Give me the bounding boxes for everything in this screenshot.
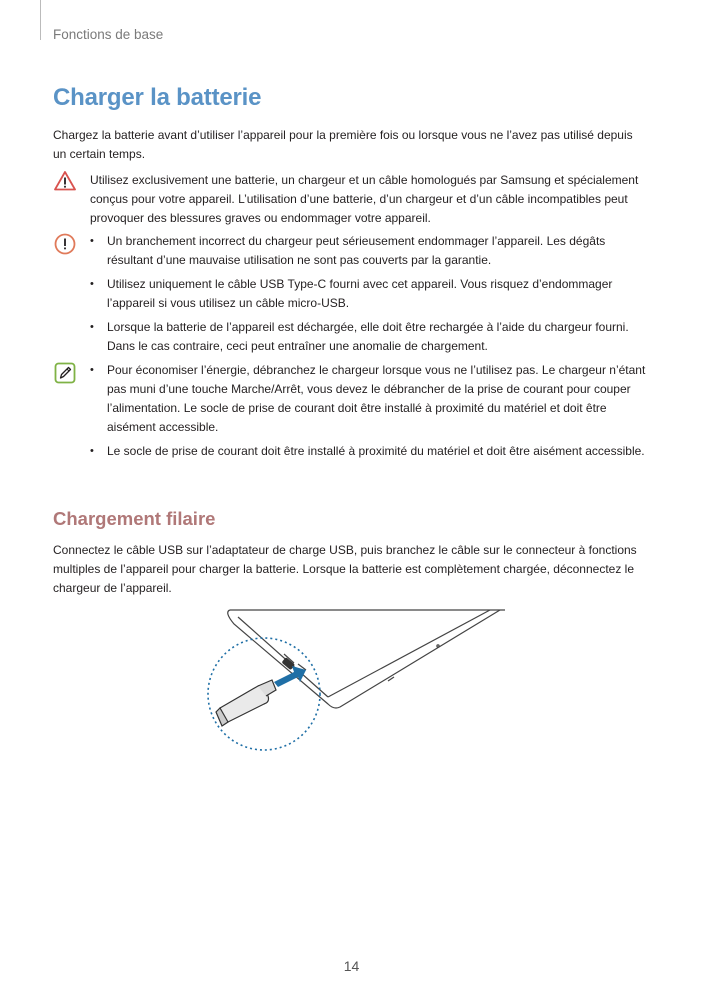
warning-exclamation-icon	[54, 233, 76, 255]
header-divider	[40, 0, 41, 40]
caution-triangle-icon	[54, 170, 76, 192]
wired-charging-paragraph: Connectez le câble USB sur l’adaptateur de charge USB, puis branchez le câble sur le connecteur à fonctions multiples de l’appareil pour charger la batterie. Lorsque la batterie est complètement chargée, déconnectez le chargeur de l’appareil.	[53, 543, 637, 595]
list-item: • Un branchement incorrect du chargeur peut sérieusement endommager l’appareil. Les dégâts résultant d’une mauvaise utilisation ne sont pas couverts par la garantie.	[90, 234, 606, 267]
warning-list	[90, 232, 650, 361]
usb-cable-icon	[216, 680, 276, 726]
charging-illustration	[200, 604, 505, 754]
bullet-icon: •	[90, 445, 94, 457]
list-item: • Lorsque la batterie de l’appareil est déchargée, elle doit être rechargée à l’aide du chargeur fourni. Dans le cas contraire, ceci peut entraîner une anomalie de chargement.	[90, 320, 629, 353]
intro-paragraph: Chargez la batterie avant d’utiliser l’appareil pour la première fois ou lorsque vous ne l’avez pas utilisé depuis un certain temps.	[53, 128, 633, 161]
page-title: Charger la batterie	[53, 84, 262, 111]
note-list	[90, 361, 650, 466]
section-label: Fonctions de base	[53, 27, 164, 42]
bullet-icon: •	[90, 364, 94, 376]
subsection-title: Chargement filaire	[53, 508, 216, 529]
bullet-icon: •	[90, 235, 94, 247]
bullet-icon: •	[90, 278, 94, 290]
note-pencil-icon	[54, 362, 76, 384]
page-number: 14	[343, 958, 360, 974]
caution-text: Utilisez exclusivement une batterie, un chargeur et un câble homologués par Samsung et spécialement conçus pour votre appareil. L’utilisation d’une batterie, d’un chargeur et d’un câble incompatibles peut provoquer des blessures graves ou endommager votre appareil.	[90, 173, 639, 225]
list-item: • Utilisez uniquement le câble USB Type-C fourni avec cet appareil. Vous risquez d’endommager l’appareil si vous utilisez un câble micro-USB.	[90, 277, 613, 310]
list-item: • Pour économiser l’énergie, débranchez le chargeur lorsque vous ne l’utilisez pas. Le chargeur n’étant pas muni d’une touche Marche/Arrêt, vous devez le débrancher de la prise de courant pour couper l’alimentation. Le socle de prise de courant doit être installé à proximité du matériel et doit être aisément accessible.	[90, 363, 646, 434]
bullet-icon: •	[90, 321, 94, 333]
list-item: • Le socle de prise de courant doit être installé à proximité du matériel et doit être aisément accessible.	[90, 442, 650, 461]
